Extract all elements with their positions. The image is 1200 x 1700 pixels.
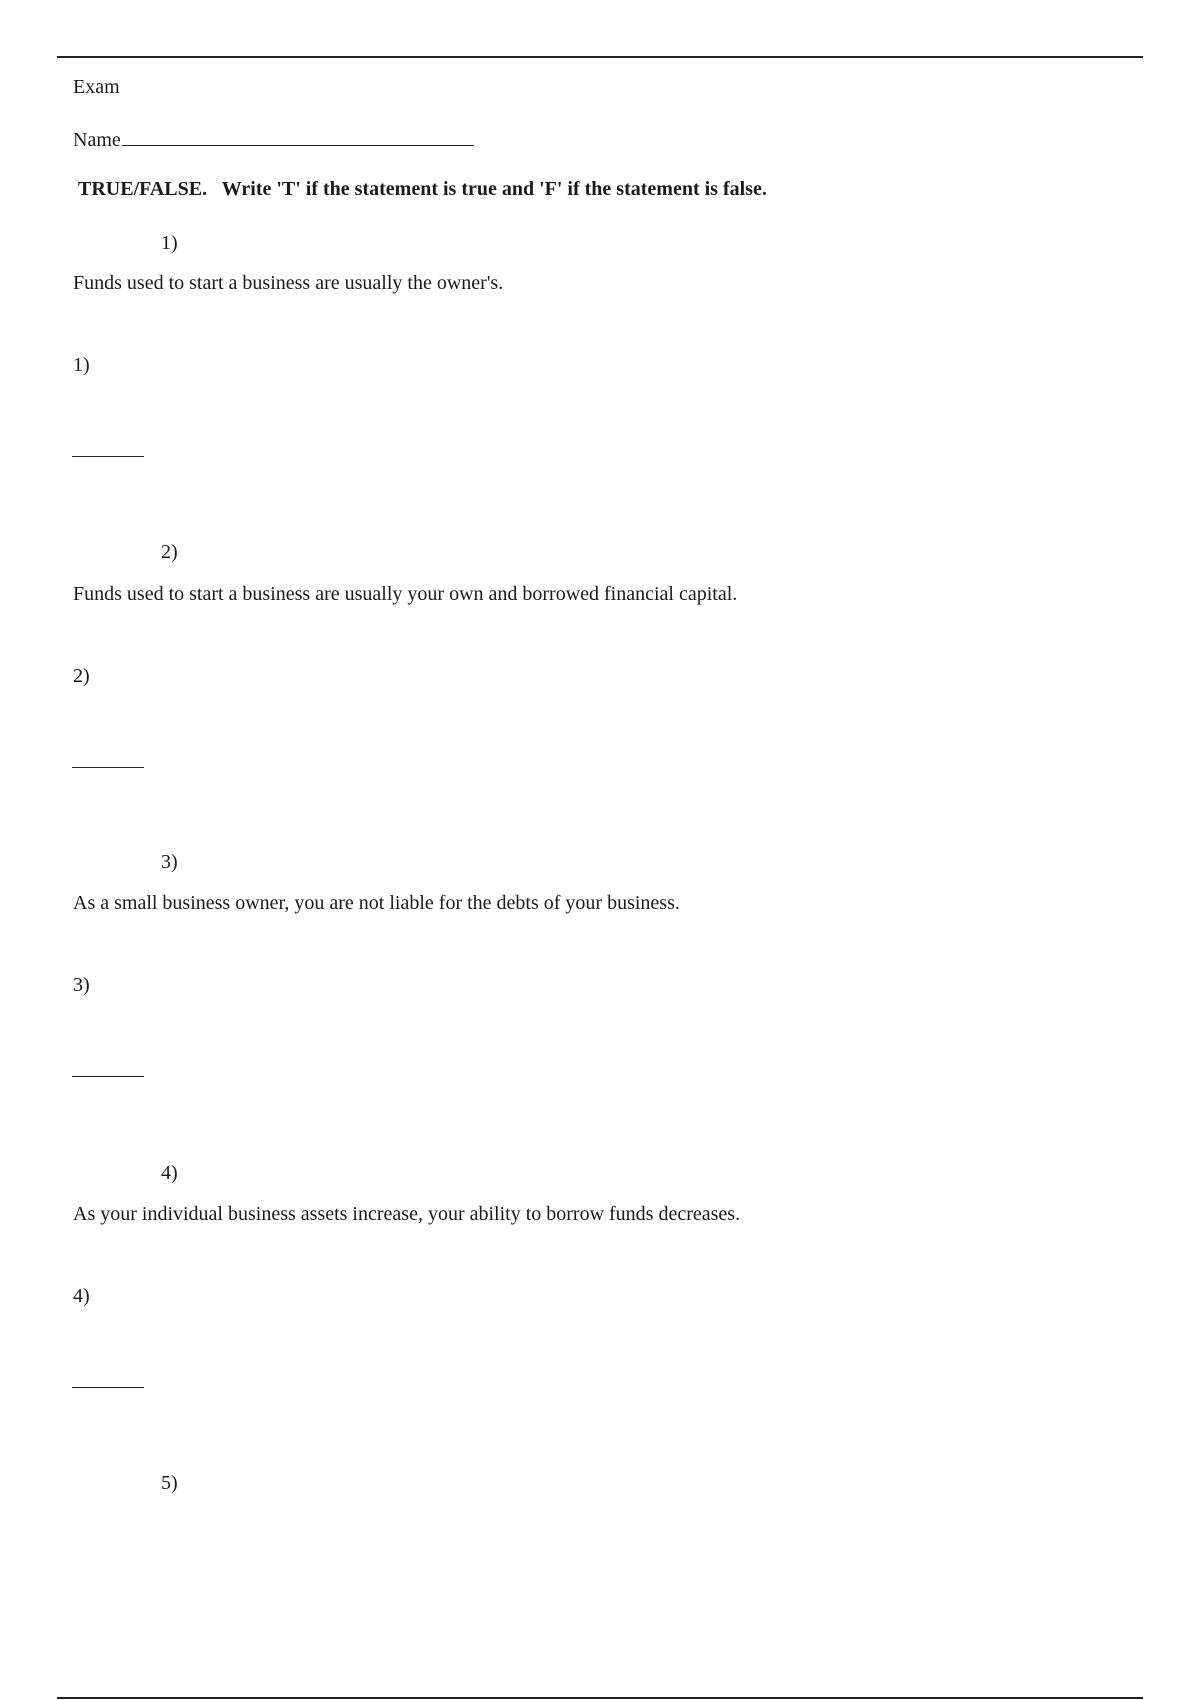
answer-number: 2) [73, 665, 90, 687]
answer-number: 1) [73, 354, 90, 376]
question-text: As your individual business assets increase, your ability to borrow funds decreases. [73, 1203, 741, 1225]
answer-blank[interactable] [72, 1387, 144, 1388]
question-text: Funds used to start a business are usually the owner's. [73, 272, 504, 294]
answer-blank[interactable] [72, 1076, 144, 1077]
name-label: Name [73, 129, 121, 151]
name-field[interactable] [73, 127, 474, 152]
question-number: 4) [161, 1162, 178, 1184]
answer-blank[interactable] [72, 767, 144, 768]
question-text: Funds used to start a business are usually your own and borrowed financial capital. [73, 583, 738, 605]
question-number: 5) [161, 1472, 178, 1494]
question-number: 1) [161, 232, 178, 254]
question-text: As a small business owner, you are not liable for the debts of your business. [73, 892, 680, 914]
question-number: 3) [161, 851, 178, 873]
question-number: 2) [161, 541, 178, 563]
exam-title: Exam [73, 76, 120, 98]
section-instructions: TRUE/FALSE. Write 'T' if the statement is true and 'F' if the statement is false. [78, 178, 767, 200]
bottom-rule [57, 1697, 1143, 1699]
answer-number: 3) [73, 974, 90, 996]
answer-blank[interactable] [72, 456, 144, 457]
top-rule [57, 56, 1143, 58]
name-blank[interactable] [122, 127, 474, 146]
answer-number: 4) [73, 1285, 90, 1307]
